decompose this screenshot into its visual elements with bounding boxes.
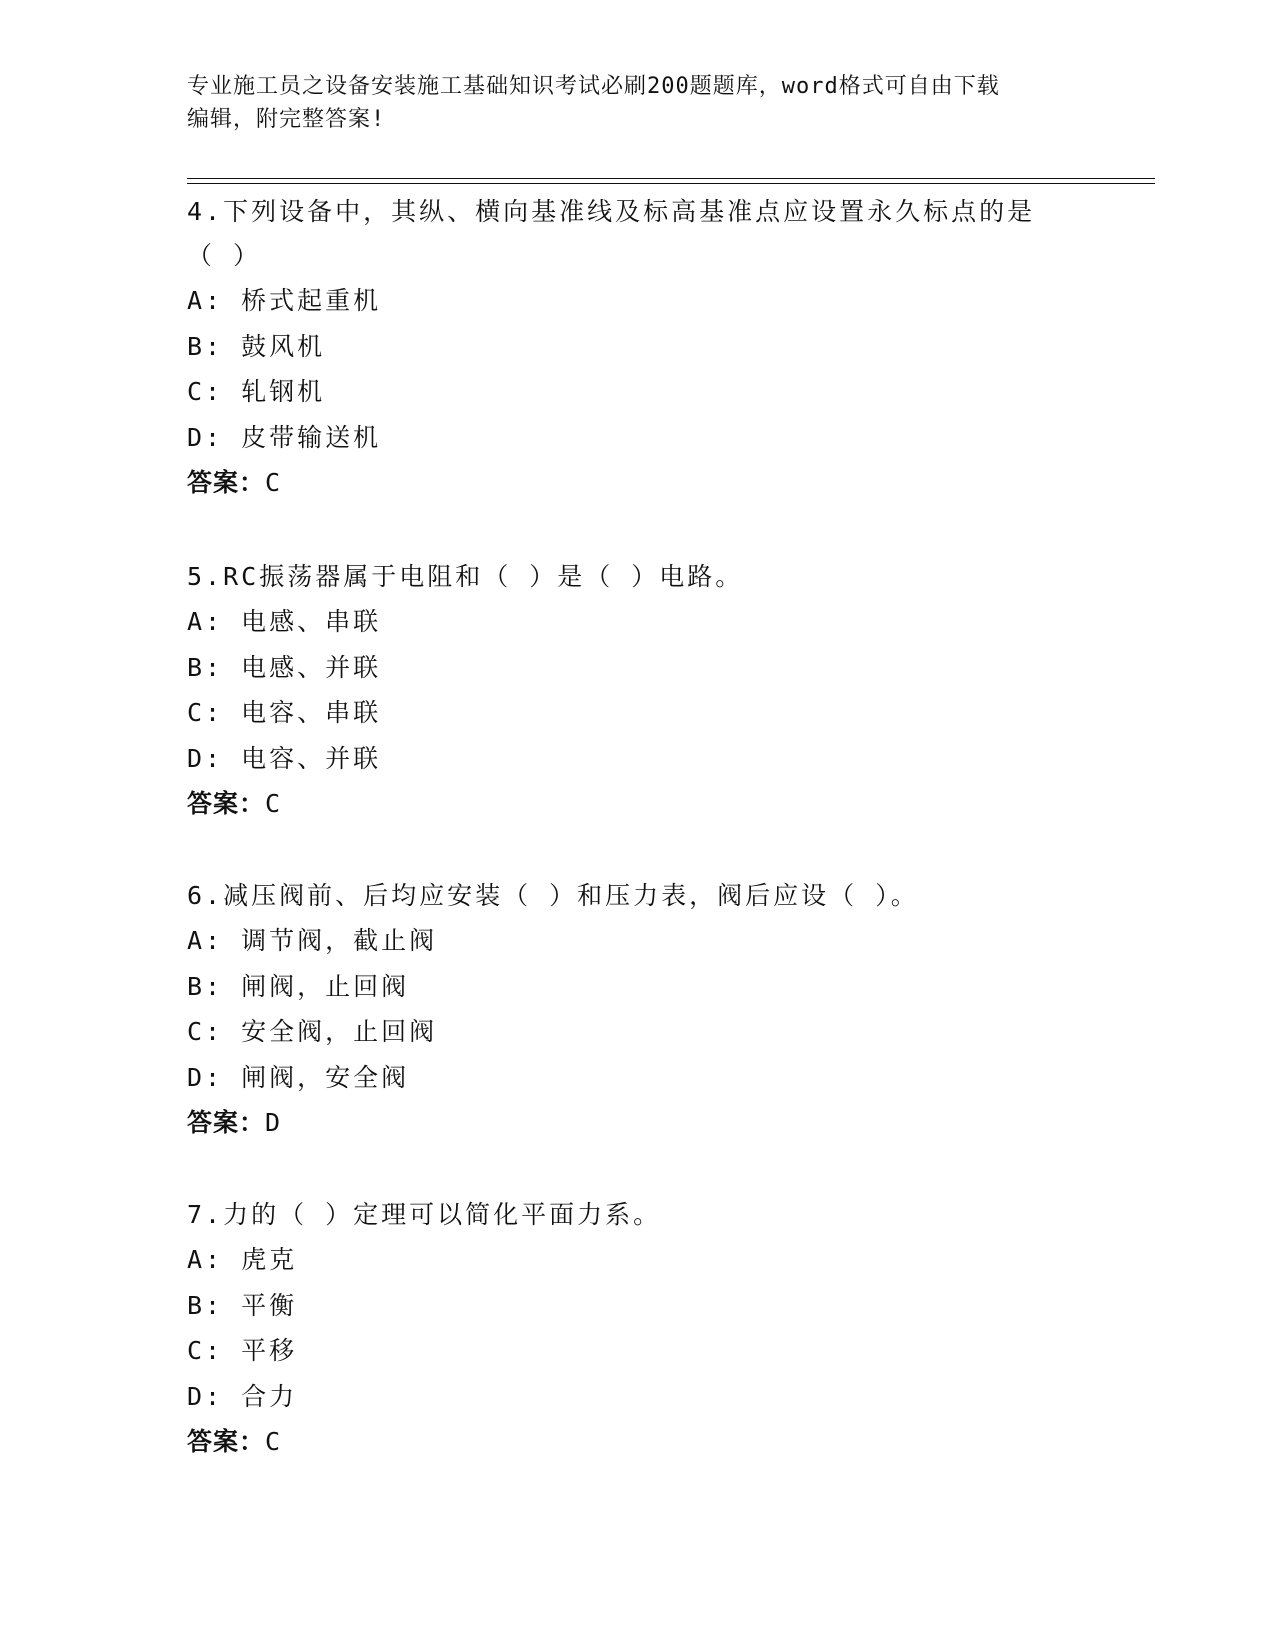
option-c: C: 轧钢机	[187, 377, 326, 406]
answer-value: D	[265, 1108, 282, 1137]
question-stem: 4.下列设备中，其纵、横向基准线及标高基准点应设置永久标点的是	[187, 197, 1036, 226]
header-divider-top	[187, 178, 1155, 179]
document-header	[187, 70, 1087, 136]
option-c: C: 安全阀，止回阀	[187, 1017, 438, 1046]
option-d: D: 闸阀，安全阀	[187, 1062, 410, 1092]
question-stem: 7.力的（ ）定理可以简化平面力系。	[187, 1200, 662, 1229]
answer-value: C	[265, 1427, 282, 1456]
option-a: A: 桥式起重机	[187, 286, 382, 315]
answer-line	[187, 781, 1087, 826]
option-b: B: 鼓风机	[187, 331, 326, 361]
question-5	[187, 555, 1087, 826]
answer-label: 答案：	[187, 468, 266, 497]
option-c: C: 电容、串联	[187, 698, 382, 727]
answer-line	[187, 1100, 1087, 1145]
answer-value: C	[265, 789, 282, 818]
answer-value: C	[265, 468, 282, 497]
option-b: B: 闸阀，止回阀	[187, 971, 410, 1001]
option-a: A: 虎克	[187, 1245, 298, 1274]
question-7	[187, 1193, 1087, 1464]
question-stem: 5.RC振荡器属于电阻和（ ）是（ ）电路。	[187, 562, 744, 591]
answer-line	[187, 460, 1087, 505]
question-6	[187, 874, 1087, 1145]
question-4	[187, 190, 1087, 505]
option-a: A: 调节阀，截止阀	[187, 926, 438, 955]
header-divider-bottom	[187, 183, 1155, 184]
answer-label: 答案：	[187, 1108, 266, 1137]
answer-label: 答案：	[187, 1427, 266, 1456]
answer-line	[187, 1419, 1087, 1464]
option-b: B: 电感、并联	[187, 652, 382, 682]
option-d: D: 皮带输送机	[187, 422, 382, 452]
option-d: D: 合力	[187, 1381, 298, 1411]
option-c: C: 平移	[187, 1336, 298, 1365]
option-b: B: 平衡	[187, 1290, 298, 1320]
header-line-1: 专业施工员之设备安装施工基础知识考试必刷200题题库，word格式可自由下载	[187, 74, 1000, 99]
question-stem: 6.减压阀前、后均应安装（ ）和压力表，阀后应设（ ）。	[187, 881, 919, 910]
option-a: A: 电感、串联	[187, 607, 382, 636]
header-line-2: 编辑，附完整答案!	[187, 107, 386, 132]
question-stem-continued: （ ）	[187, 241, 262, 270]
answer-label: 答案：	[187, 789, 266, 818]
option-d: D: 电容、并联	[187, 743, 382, 773]
